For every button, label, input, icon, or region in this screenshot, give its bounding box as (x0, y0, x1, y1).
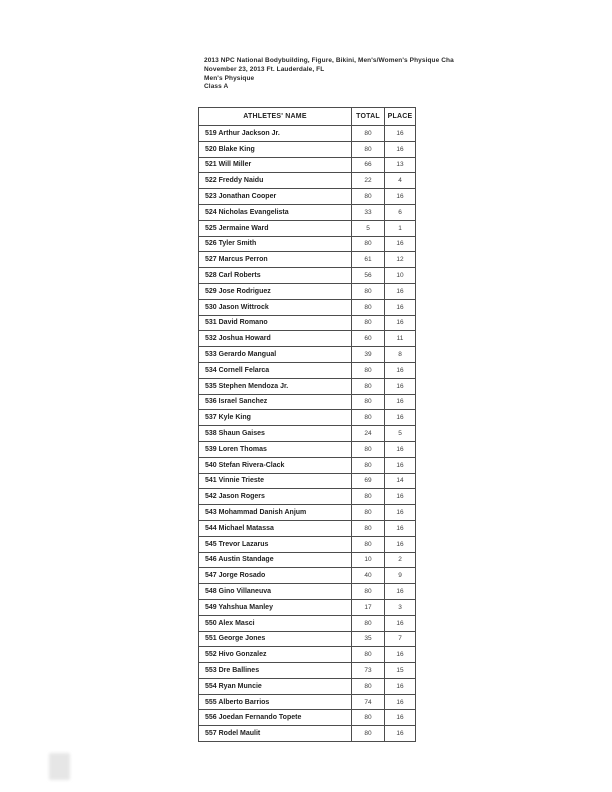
athlete-name-cell: 547 Jorge Rosado (199, 568, 352, 584)
results-table-body (199, 126, 416, 742)
total-cell: 40 (352, 568, 385, 584)
table-row (199, 189, 416, 205)
total-cell: 5 (352, 220, 385, 236)
total-cell: 80 (352, 536, 385, 552)
table-row (199, 315, 416, 331)
athlete-name-cell: 552 Hivo Gonzalez (199, 647, 352, 663)
athlete-name-cell: 542 Jason Rogers (199, 489, 352, 505)
athlete-name-cell: 533 Gerardo Mangual (199, 347, 352, 363)
place-cell: 16 (385, 394, 416, 410)
column-header-athletes-name: ATHLETES' NAME (199, 108, 352, 126)
athlete-name-cell: 522 Freddy Naidu (199, 173, 352, 189)
athlete-name-cell: 519 Arthur Jackson Jr. (199, 126, 352, 142)
total-cell: 80 (352, 457, 385, 473)
place-cell: 16 (385, 189, 416, 205)
athlete-name-cell: 528 Carl Roberts (199, 268, 352, 284)
total-cell: 80 (352, 236, 385, 252)
place-cell: 13 (385, 157, 416, 173)
table-row (199, 520, 416, 536)
table-row (199, 615, 416, 631)
place-cell: 16 (385, 315, 416, 331)
athlete-name-cell: 523 Jonathan Cooper (199, 189, 352, 205)
place-cell: 16 (385, 678, 416, 694)
place-cell: 16 (385, 615, 416, 631)
athlete-name-cell: 551 George Jones (199, 631, 352, 647)
total-cell: 80 (352, 315, 385, 331)
document-header (204, 57, 454, 92)
table-row (199, 694, 416, 710)
total-cell: 22 (352, 173, 385, 189)
athlete-name-cell: 550 Alex Masci (199, 615, 352, 631)
place-cell: 16 (385, 126, 416, 142)
total-cell: 80 (352, 647, 385, 663)
athlete-name-cell: 526 Tyler Smith (199, 236, 352, 252)
table-row (199, 283, 416, 299)
total-cell: 61 (352, 252, 385, 268)
athlete-name-cell: 540 Stefan Rivera-Clack (199, 457, 352, 473)
athlete-name-cell: 539 Loren Thomas (199, 441, 352, 457)
table-row (199, 599, 416, 615)
table-row (199, 568, 416, 584)
table-row (199, 678, 416, 694)
place-cell: 12 (385, 252, 416, 268)
athlete-name-cell: 555 Alberto Barrios (199, 694, 352, 710)
total-cell: 80 (352, 189, 385, 205)
column-header-total: TOTAL (352, 108, 385, 126)
total-cell: 80 (352, 615, 385, 631)
total-cell: 39 (352, 347, 385, 363)
table-row (199, 410, 416, 426)
table-row (199, 204, 416, 220)
athlete-name-cell: 537 Kyle King (199, 410, 352, 426)
athlete-name-cell: 530 Jason Wittrock (199, 299, 352, 315)
table-row (199, 536, 416, 552)
table-row (199, 173, 416, 189)
class-label: Class A (204, 83, 229, 91)
place-cell: 16 (385, 299, 416, 315)
total-cell: 73 (352, 663, 385, 679)
total-cell: 24 (352, 426, 385, 442)
athlete-name-cell: 525 Jermaine Ward (199, 220, 352, 236)
table-row (199, 631, 416, 647)
total-cell: 17 (352, 599, 385, 615)
total-cell: 66 (352, 157, 385, 173)
place-cell: 16 (385, 726, 416, 742)
place-cell: 16 (385, 584, 416, 600)
total-cell: 56 (352, 268, 385, 284)
place-cell: 14 (385, 473, 416, 489)
total-cell: 80 (352, 726, 385, 742)
total-cell: 80 (352, 678, 385, 694)
athlete-name-cell: 531 David Romano (199, 315, 352, 331)
place-cell: 16 (385, 520, 416, 536)
athlete-name-cell: 545 Trevor Lazarus (199, 536, 352, 552)
table-row (199, 347, 416, 363)
place-cell: 7 (385, 631, 416, 647)
table-row (199, 252, 416, 268)
total-cell: 80 (352, 362, 385, 378)
table-row (199, 552, 416, 568)
athlete-name-cell: 548 Gino Villaneuva (199, 584, 352, 600)
event-title: 2013 NPC National Bodybuilding, Figure, Bikini, Men's/Women's Physique Cha (204, 57, 454, 64)
place-cell: 11 (385, 331, 416, 347)
place-cell: 16 (385, 283, 416, 299)
total-cell: 80 (352, 441, 385, 457)
athlete-name-cell: 556 Joedan Fernando Topete (199, 710, 352, 726)
total-cell: 33 (352, 204, 385, 220)
place-cell: 16 (385, 236, 416, 252)
place-cell: 9 (385, 568, 416, 584)
total-cell: 80 (352, 141, 385, 157)
athlete-name-cell: 544 Michael Matassa (199, 520, 352, 536)
athlete-name-cell: 532 Joshua Howard (199, 331, 352, 347)
total-cell: 80 (352, 299, 385, 315)
athlete-name-cell: 527 Marcus Perron (199, 252, 352, 268)
table-row (199, 362, 416, 378)
total-cell: 80 (352, 394, 385, 410)
table-row (199, 584, 416, 600)
table-row (199, 426, 416, 442)
athlete-name-cell: 557 Rodel Maulit (199, 726, 352, 742)
scan-smudge (49, 753, 70, 780)
place-cell: 16 (385, 378, 416, 394)
table-row (199, 220, 416, 236)
total-cell: 80 (352, 584, 385, 600)
table-row (199, 236, 416, 252)
total-cell: 69 (352, 473, 385, 489)
table-row (199, 489, 416, 505)
place-cell: 16 (385, 362, 416, 378)
place-cell: 6 (385, 204, 416, 220)
table-header-row (199, 108, 416, 126)
athlete-name-cell: 524 Nicholas Evangelista (199, 204, 352, 220)
table-row (199, 457, 416, 473)
total-cell: 80 (352, 710, 385, 726)
athlete-name-cell: 538 Shaun Gaises (199, 426, 352, 442)
place-cell: 16 (385, 489, 416, 505)
table-row (199, 663, 416, 679)
place-cell: 5 (385, 426, 416, 442)
place-cell: 16 (385, 536, 416, 552)
place-cell: 16 (385, 694, 416, 710)
athlete-name-cell: 546 Austin Standage (199, 552, 352, 568)
place-cell: 16 (385, 647, 416, 663)
total-cell: 60 (352, 331, 385, 347)
athlete-name-cell: 543 Mohammad Danish Anjum (199, 505, 352, 521)
total-cell: 80 (352, 283, 385, 299)
table-row (199, 441, 416, 457)
place-cell: 16 (385, 505, 416, 521)
event-date-location: November 23, 2013 Ft. Lauderdale, FL (204, 65, 325, 73)
total-cell: 74 (352, 694, 385, 710)
place-cell: 2 (385, 552, 416, 568)
athlete-name-cell: 535 Stephen Mendoza Jr. (199, 378, 352, 394)
table-row (199, 268, 416, 284)
table-row (199, 126, 416, 142)
division-label: Men's Physique (204, 74, 255, 82)
total-cell: 80 (352, 378, 385, 394)
table-row (199, 331, 416, 347)
total-cell: 80 (352, 520, 385, 536)
table-row (199, 378, 416, 394)
athlete-name-cell: 549 Yahshua Manley (199, 599, 352, 615)
place-cell: 16 (385, 457, 416, 473)
place-cell: 1 (385, 220, 416, 236)
athlete-name-cell: 521 Will Miller (199, 157, 352, 173)
place-cell: 16 (385, 410, 416, 426)
table-row (199, 299, 416, 315)
athlete-name-cell: 536 Israel Sanchez (199, 394, 352, 410)
athlete-name-cell: 529 Jose Rodriguez (199, 283, 352, 299)
place-cell: 15 (385, 663, 416, 679)
athlete-name-cell: 541 Vinnie Trieste (199, 473, 352, 489)
place-cell: 8 (385, 347, 416, 363)
place-cell: 16 (385, 141, 416, 157)
total-cell: 80 (352, 489, 385, 505)
total-cell: 80 (352, 410, 385, 426)
total-cell: 10 (352, 552, 385, 568)
place-cell: 10 (385, 268, 416, 284)
table-row (199, 710, 416, 726)
results-table (198, 107, 416, 742)
table-row (199, 157, 416, 173)
place-cell: 16 (385, 710, 416, 726)
table-row (199, 473, 416, 489)
column-header-place: PLACE (385, 108, 416, 126)
table-row (199, 141, 416, 157)
place-cell: 3 (385, 599, 416, 615)
total-cell: 80 (352, 126, 385, 142)
athlete-name-cell: 520 Blake King (199, 141, 352, 157)
athlete-name-cell: 534 Cornell Felarca (199, 362, 352, 378)
athlete-name-cell: 553 Dre Ballines (199, 663, 352, 679)
place-cell: 16 (385, 441, 416, 457)
table-row (199, 647, 416, 663)
table-row (199, 394, 416, 410)
place-cell: 4 (385, 173, 416, 189)
total-cell: 35 (352, 631, 385, 647)
table-row (199, 505, 416, 521)
total-cell: 80 (352, 505, 385, 521)
athlete-name-cell: 554 Ryan Muncie (199, 678, 352, 694)
table-row (199, 726, 416, 742)
